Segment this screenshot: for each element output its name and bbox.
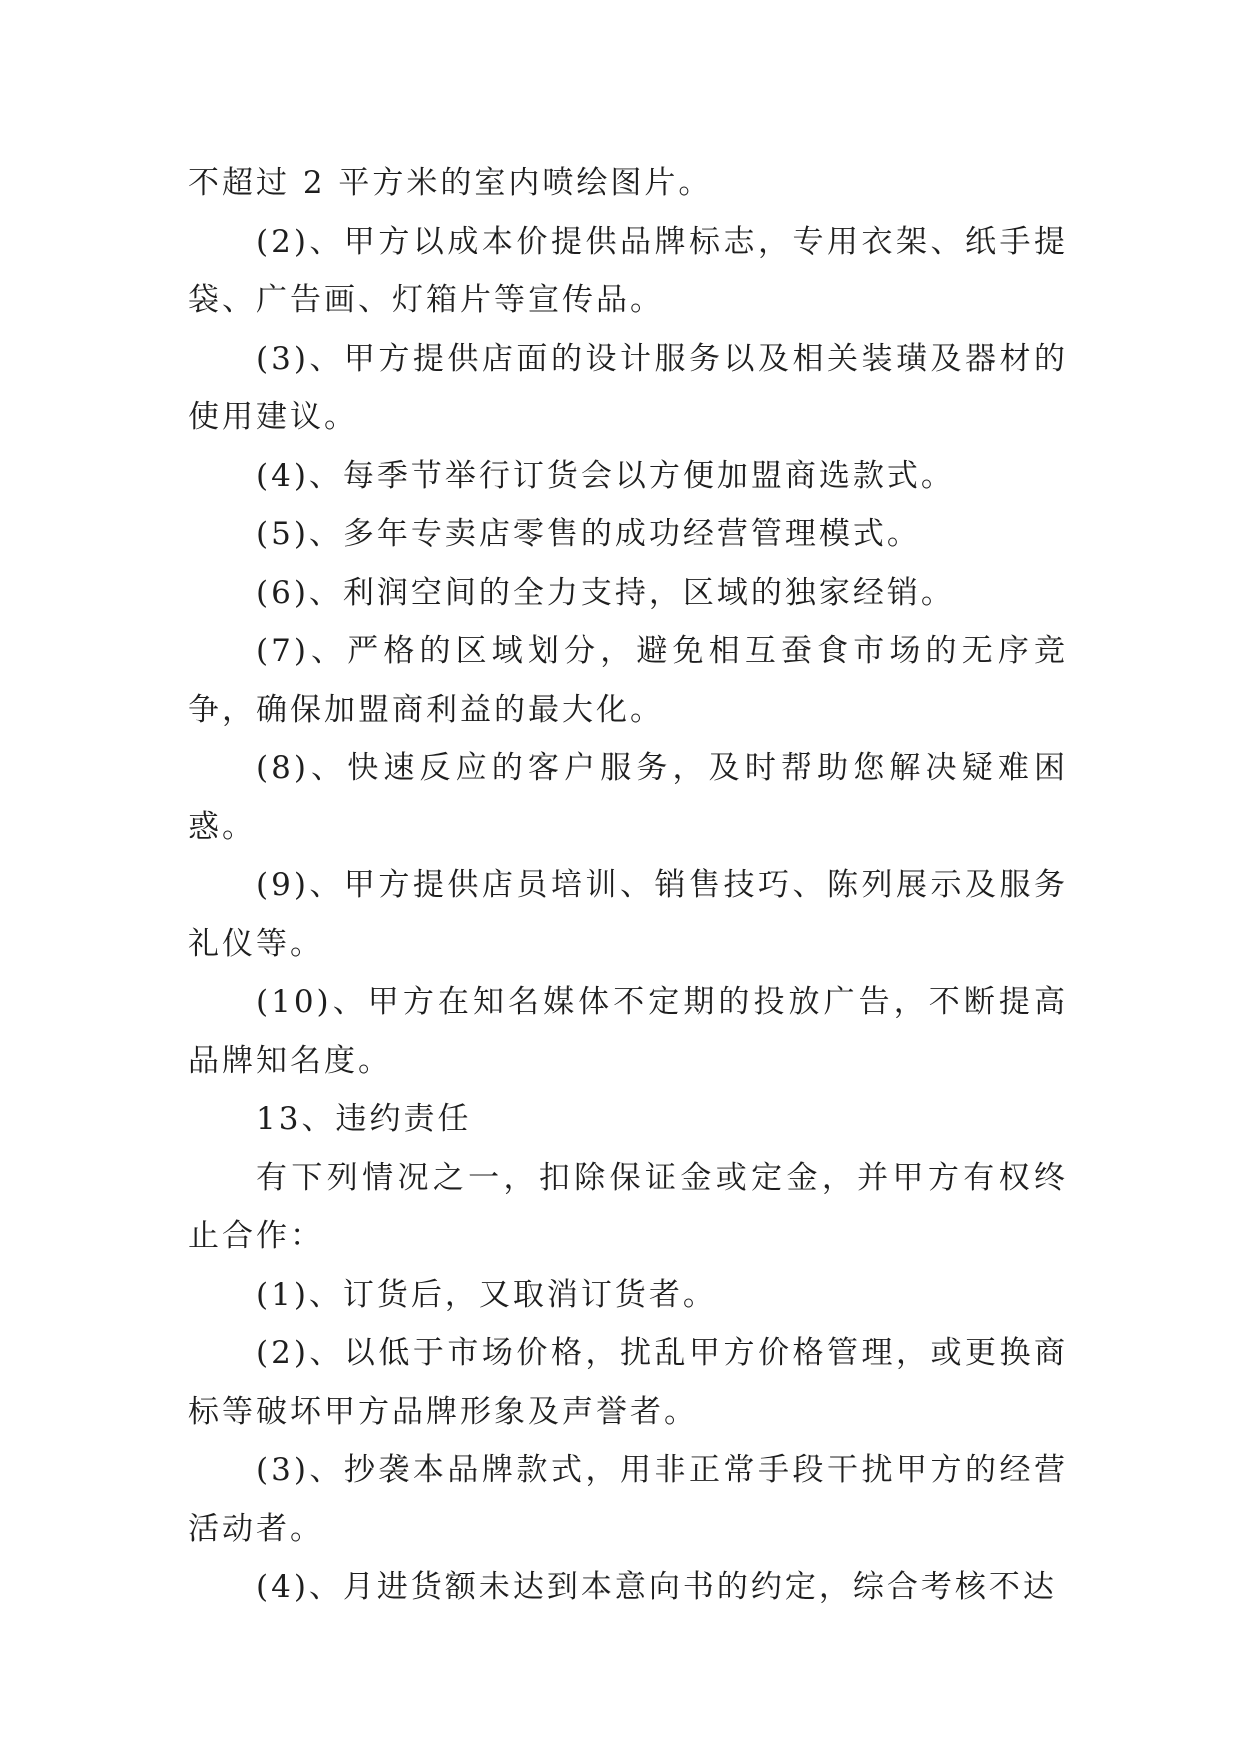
section-heading-breach: 13、违约责任 xyxy=(256,1101,472,1137)
paragraph-breach-item-1: (1)、订货后，又取消订货者。 xyxy=(256,1276,717,1313)
paragraph-continuation: 不超过 2 平方米的室内喷绘图片。 xyxy=(188,165,713,201)
paragraph-item-5-retail-model: (5)、多年专卖店零售的成功经营管理模式。 xyxy=(256,516,921,552)
paragraph-item-4-order-fair: (4)、每季节举行订货会以方便加盟商选款式。 xyxy=(256,457,955,494)
document-body xyxy=(188,154,1068,1617)
paragraph-item-2-materials: (2)、甲方以成本价提供品牌标志，专用衣架、纸手提袋、广告画、灯箱片等宣传品。 xyxy=(188,223,1068,318)
paragraph-breach-item-3: (3)、抄袭本品牌款式，用非正常手段干扰甲方的经营活动者。 xyxy=(188,1452,1068,1547)
paragraph-item-9-training: (9)、甲方提供店员培训、销售技巧、陈列展示及服务礼仪等。 xyxy=(188,867,1068,962)
paragraph-item-6-profit: (6)、利润空间的全力支持，区域的独家经销。 xyxy=(256,574,955,611)
paragraph-item-8-service: (8)、快速反应的客户服务，及时帮助您解决疑难困惑。 xyxy=(188,750,1068,845)
paragraph-item-3-design: (3)、甲方提供店面的设计服务以及相关装璜及器材的使用建议。 xyxy=(188,340,1068,435)
paragraph-breach-item-2: (2)、以低于市场价格，扰乱甲方价格管理，或更换商标等破坏甲方品牌形象及声誉者。 xyxy=(188,1335,1068,1430)
paragraph-breach-item-4: (4)、月进货额未达到本意向书的约定，综合考核不达 xyxy=(256,1569,1057,1605)
paragraph-breach-intro: 有下列情况之一，扣除保证金或定金，并甲方有权终止合作： xyxy=(188,1159,1068,1254)
paragraph-item-10-advertising: (10)、甲方在知名媒体不定期的投放广告，不断提高品牌知名度。 xyxy=(188,984,1068,1079)
paragraph-item-7-territory: (7)、严格的区域划分，避免相互蚕食市场的无序竞争，确保加盟商利益的最大化。 xyxy=(188,633,1068,728)
